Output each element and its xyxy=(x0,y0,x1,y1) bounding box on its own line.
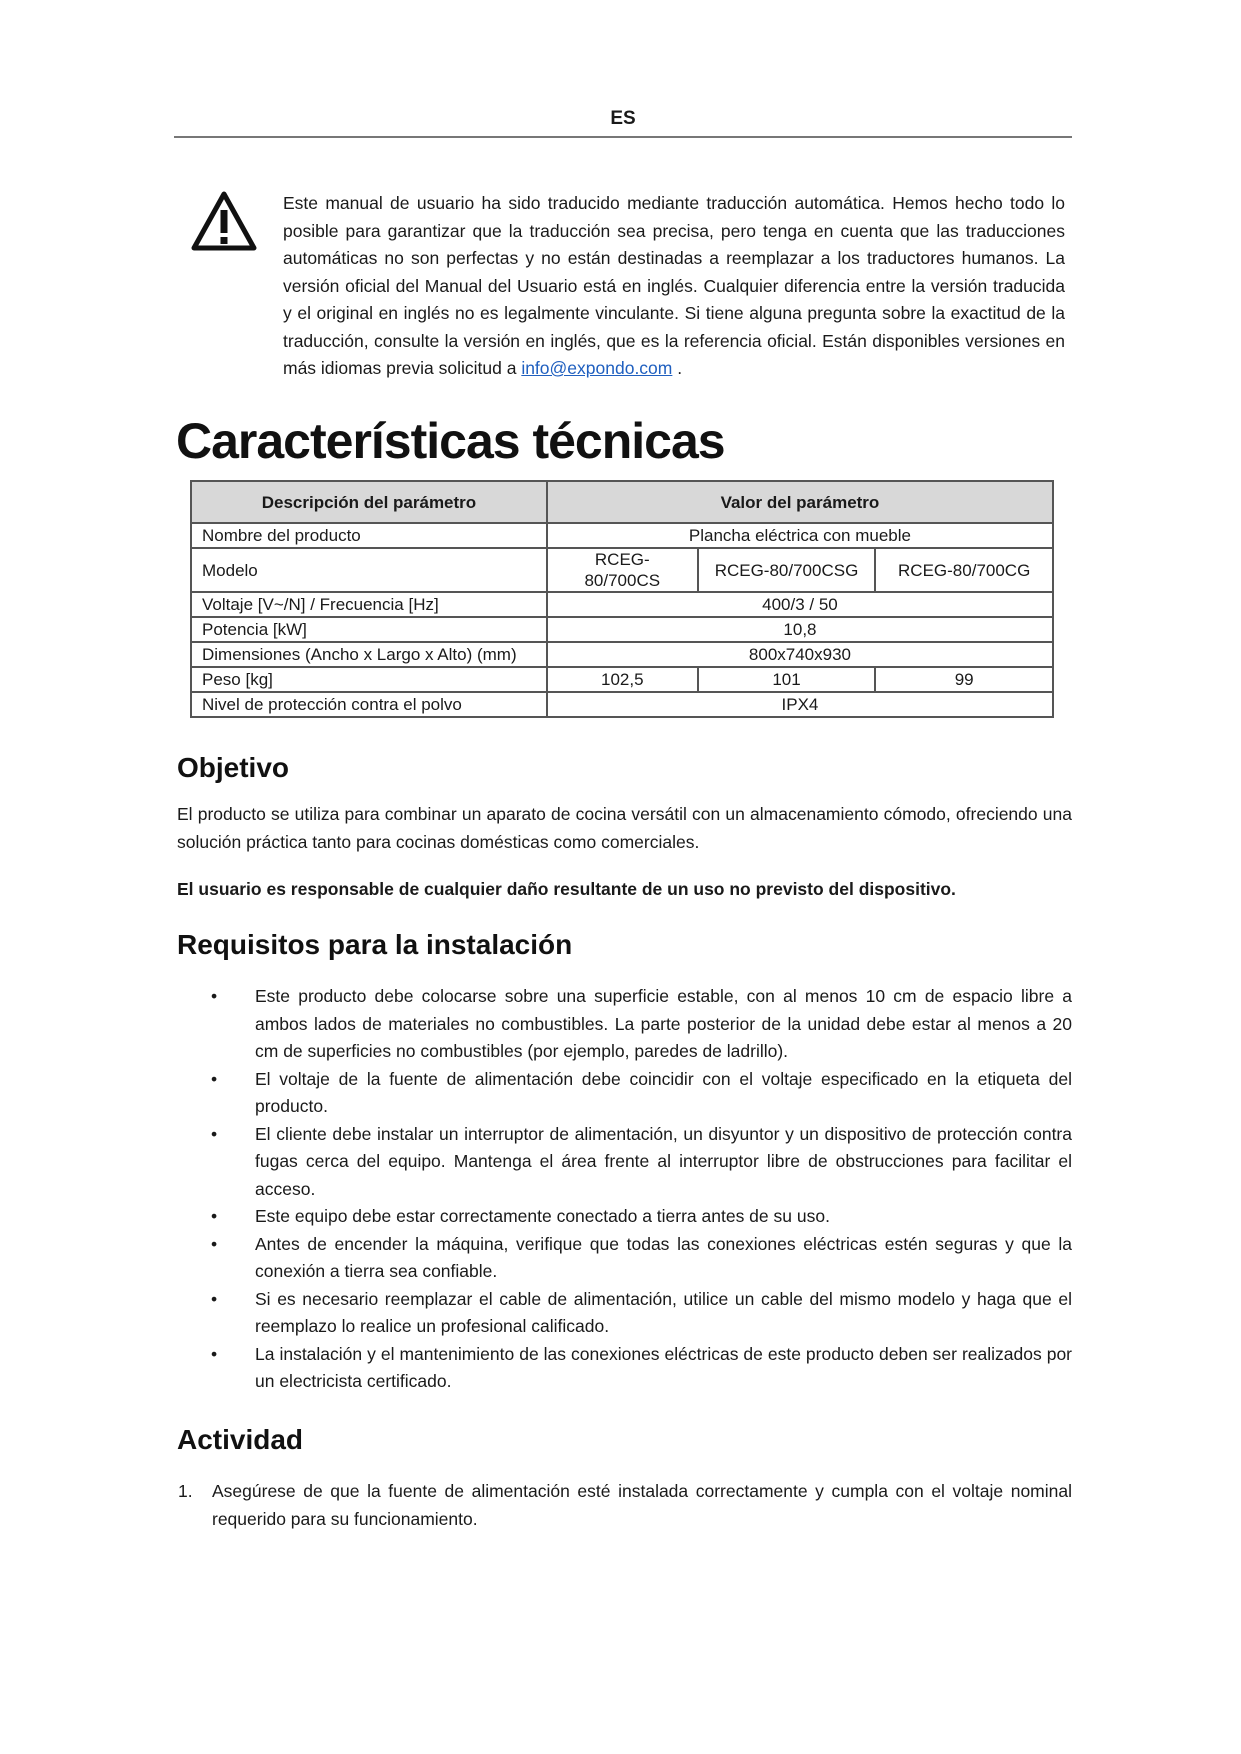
list-item xyxy=(177,1286,1072,1341)
bullet: • xyxy=(211,1068,218,1089)
row-label: Dimensiones (Ancho x Largo x Alto) (mm) xyxy=(191,642,547,667)
row-value: 400/3 / 50 xyxy=(547,592,1053,617)
table-row xyxy=(191,692,1053,717)
row-label: Voltaje [V~/N] / Frecuencia [Hz] xyxy=(191,592,547,617)
step-number: 1. xyxy=(178,1481,193,1501)
activity-steps xyxy=(177,1478,1072,1533)
list-item-text: Si es necesario reemplazar el cable de alimentación, utilice un cable del mismo modelo y haga que el reemplazo lo realice un profesional calificado. xyxy=(255,1288,1072,1336)
section-heading-objetivo: Objetivo xyxy=(177,752,290,783)
list-item xyxy=(177,1341,1072,1396)
list-item xyxy=(177,1121,1072,1204)
bullet: • xyxy=(211,1233,218,1254)
list-item-text: El cliente debe instalar un interruptor de alimentación, un disyuntor y un dispositivo de protección contra fugas cerca del equipo. Mantenga el área frente al interruptor libre de obstrucciones para facilitar el acceso. xyxy=(255,1123,1072,1199)
bullet: • xyxy=(211,1343,218,1364)
row-label: Potencia [kW] xyxy=(191,617,547,642)
list-item-text: Antes de encender la máquina, verifique que todas las conexiones eléctricas estén seguras y que la conexión a tierra sea confiable. xyxy=(255,1233,1072,1281)
weight-value: 102,5 xyxy=(547,667,698,692)
email-link[interactable]: info@expondo.com xyxy=(521,358,673,378)
bullet: • xyxy=(211,986,218,1006)
row-label: Nivel de protección contra el polvo xyxy=(191,692,547,717)
step-text: Asegúrese de que la fuente de alimentación esté instalada correctamente y cumpla con el voltaje nominal requerido para su funcionamiento. xyxy=(212,1481,1072,1529)
weight-value: 101 xyxy=(698,667,876,692)
table-row xyxy=(191,642,1053,667)
disclaimer-end: . xyxy=(672,358,683,378)
weight-value: 99 xyxy=(875,667,1053,692)
row-label: Peso [kg] xyxy=(191,667,547,692)
table-row xyxy=(191,667,1053,692)
row-value: Plancha eléctrica con mueble xyxy=(547,523,1053,548)
model-value: RCEG-80/700CS xyxy=(547,548,698,592)
list-item-text: Este producto debe colocarse sobre una superficie estable, con al menos 10 cm de espacio libre a ambos lados de materiales no combustibles. La parte posterior de la unidad debe estar al menos a 20 cm de superficies no combustibles (por ejemplo, paredes de ladrillo). xyxy=(255,986,1072,1061)
translation-disclaimer xyxy=(283,190,1065,383)
row-label: Nombre del producto xyxy=(191,523,547,548)
page-language-header: ES xyxy=(610,108,636,129)
row-value: 10,8 xyxy=(547,617,1053,642)
objetivo-text: El producto se utiliza para combinar un aparato de cocina versátil con un almacenamiento cómodo, ofreciendo una solución práctica tanto para cocinas domésticas como comerciales. xyxy=(177,804,1072,852)
objetivo-warning: El usuario es responsable de cualquier daño resultante de un uso no previsto del dispositivo. xyxy=(177,879,956,899)
row-value: 800x740x930 xyxy=(547,642,1053,667)
section-heading-actividad: Actividad xyxy=(177,1424,304,1455)
list-item xyxy=(177,1231,1072,1286)
list-item-text: La instalación y el mantenimiento de las conexiones eléctricas de este producto deben ser realizados por un electricista certificado. xyxy=(255,1343,1072,1391)
row-value: IPX4 xyxy=(547,692,1053,717)
section-heading-requisitos: Requisitos para la instalación xyxy=(177,929,573,960)
header-value: Valor del parámetro xyxy=(547,481,1053,523)
bullet: • xyxy=(211,1123,218,1144)
spec-table xyxy=(190,480,1054,718)
disclaimer-text: Este manual de usuario ha sido traducido mediante traducción automática. Hemos hecho todo lo posible para garantizar que la traducción sea precisa, pero tenga en cuenta que las traducciones automáticas no son perfectas y no están destinadas a reemplazar a los traductores humanos. La versión oficial del Manual del Usuario está en inglés. Cualquier diferencia entre la versión traducida y el original en inglés no es legalmente vinculante. Si tiene alguna pregunta sobre la exactitud de la traducción, consulte la versión en inglés, que es la referencia oficial. Están disponibles versiones en más idiomas previa solicitud a xyxy=(283,193,1065,378)
table-header-row xyxy=(191,481,1053,523)
page-title: Características técnicas xyxy=(176,413,725,469)
warning-icon xyxy=(190,190,258,252)
model-value: RCEG-80/700CSG xyxy=(698,548,876,592)
header-parameter: Descripción del parámetro xyxy=(191,481,547,523)
bullet: • xyxy=(211,1288,218,1309)
list-item xyxy=(177,1066,1072,1121)
table-row xyxy=(191,592,1053,617)
header-divider xyxy=(174,136,1072,138)
row-label: Modelo xyxy=(191,548,547,592)
bullet: • xyxy=(211,1206,218,1226)
requirements-list xyxy=(177,983,1072,1396)
list-item xyxy=(177,983,1072,1066)
table-row xyxy=(191,617,1053,642)
step-item xyxy=(177,1478,1072,1533)
list-item-text: El voltaje de la fuente de alimentación debe coincidir con el voltaje especificado en la etiqueta del producto. xyxy=(255,1068,1072,1116)
list-item-text: Este equipo debe estar correctamente conectado a tierra antes de su uso. xyxy=(255,1206,830,1226)
model-value: RCEG-80/700CG xyxy=(875,548,1053,592)
list-item xyxy=(177,1203,1072,1231)
table-row xyxy=(191,548,1053,592)
table-row xyxy=(191,523,1053,548)
